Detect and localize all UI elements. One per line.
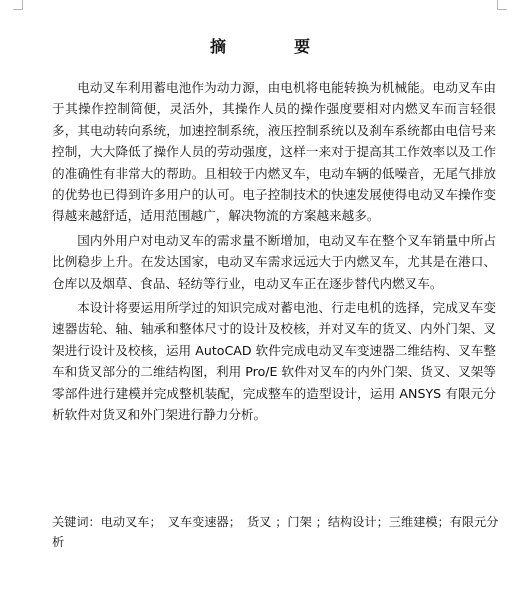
abstract-paragraph-3: 本设计将要运用所学过的知识完成对蓄电池、行走电机的选择，完成叉车变速器齿轮、轴、轴承和整体尺寸的设计及校核，并对叉车的货叉、内外门架、叉架进行设计及校核，运用 AutoCAD 软件完成电动叉车变速器二维结构、叉车整车和货叉部分的二维结构图，利用 Pro/E 软件对叉车的内外门架、货叉、叉架等零部件进行建模并完成整机装配，完成整车的造型设计，运用 ANSYS 有限元分析软件对货叉和外门架进行静力分析。 [52, 300, 496, 423]
page-corner-mark-left [13, 0, 23, 10]
abstract-paragraph-2: 国内外用户对电动叉车的需求量不断增加，电动叉车在整个叉车销量中所占比例稳步上升。在发达国家，电动叉车需求远远大于内燃叉车，尤其是在港口、仓库以及烟草、食品、轻纺等行业，电动叉车正在逐步替代内燃叉车。 [52, 232, 496, 291]
keywords-line: 关键词：电动叉车； 叉车变速器； 货叉 ；门架 ；结构设计；三维建模；有限元分析 [52, 515, 499, 549]
page-corner-mark-right [497, 0, 507, 10]
abstract-title: 摘 要 [209, 37, 336, 56]
abstract-paragraph-1: 电动叉车利用蓄电池作为动力源，由电机将电能转换为机械能。电动叉车由于其操作控制简便，灵活外，其操作人员的操作强度要相对内燃叉车而言轻很多，其电动转向系统，加速控制系统，液压控制系统以及刹车系统都由电信号来控制，大大降低了操作人员的劳动强度，这样一来对于提高其工作效率以及工作的准确性有非常大的帮助。且相较于内燃叉车，电动车辆的低噪音，无尾气排放的优势也已得到许多用户的认可。电子控制技术的快速发展使得电动叉车操作变得越来越舒适，适用范围越广，解决物流的方案越来越多。 [52, 80, 496, 224]
abstract-body [52, 77, 496, 429]
